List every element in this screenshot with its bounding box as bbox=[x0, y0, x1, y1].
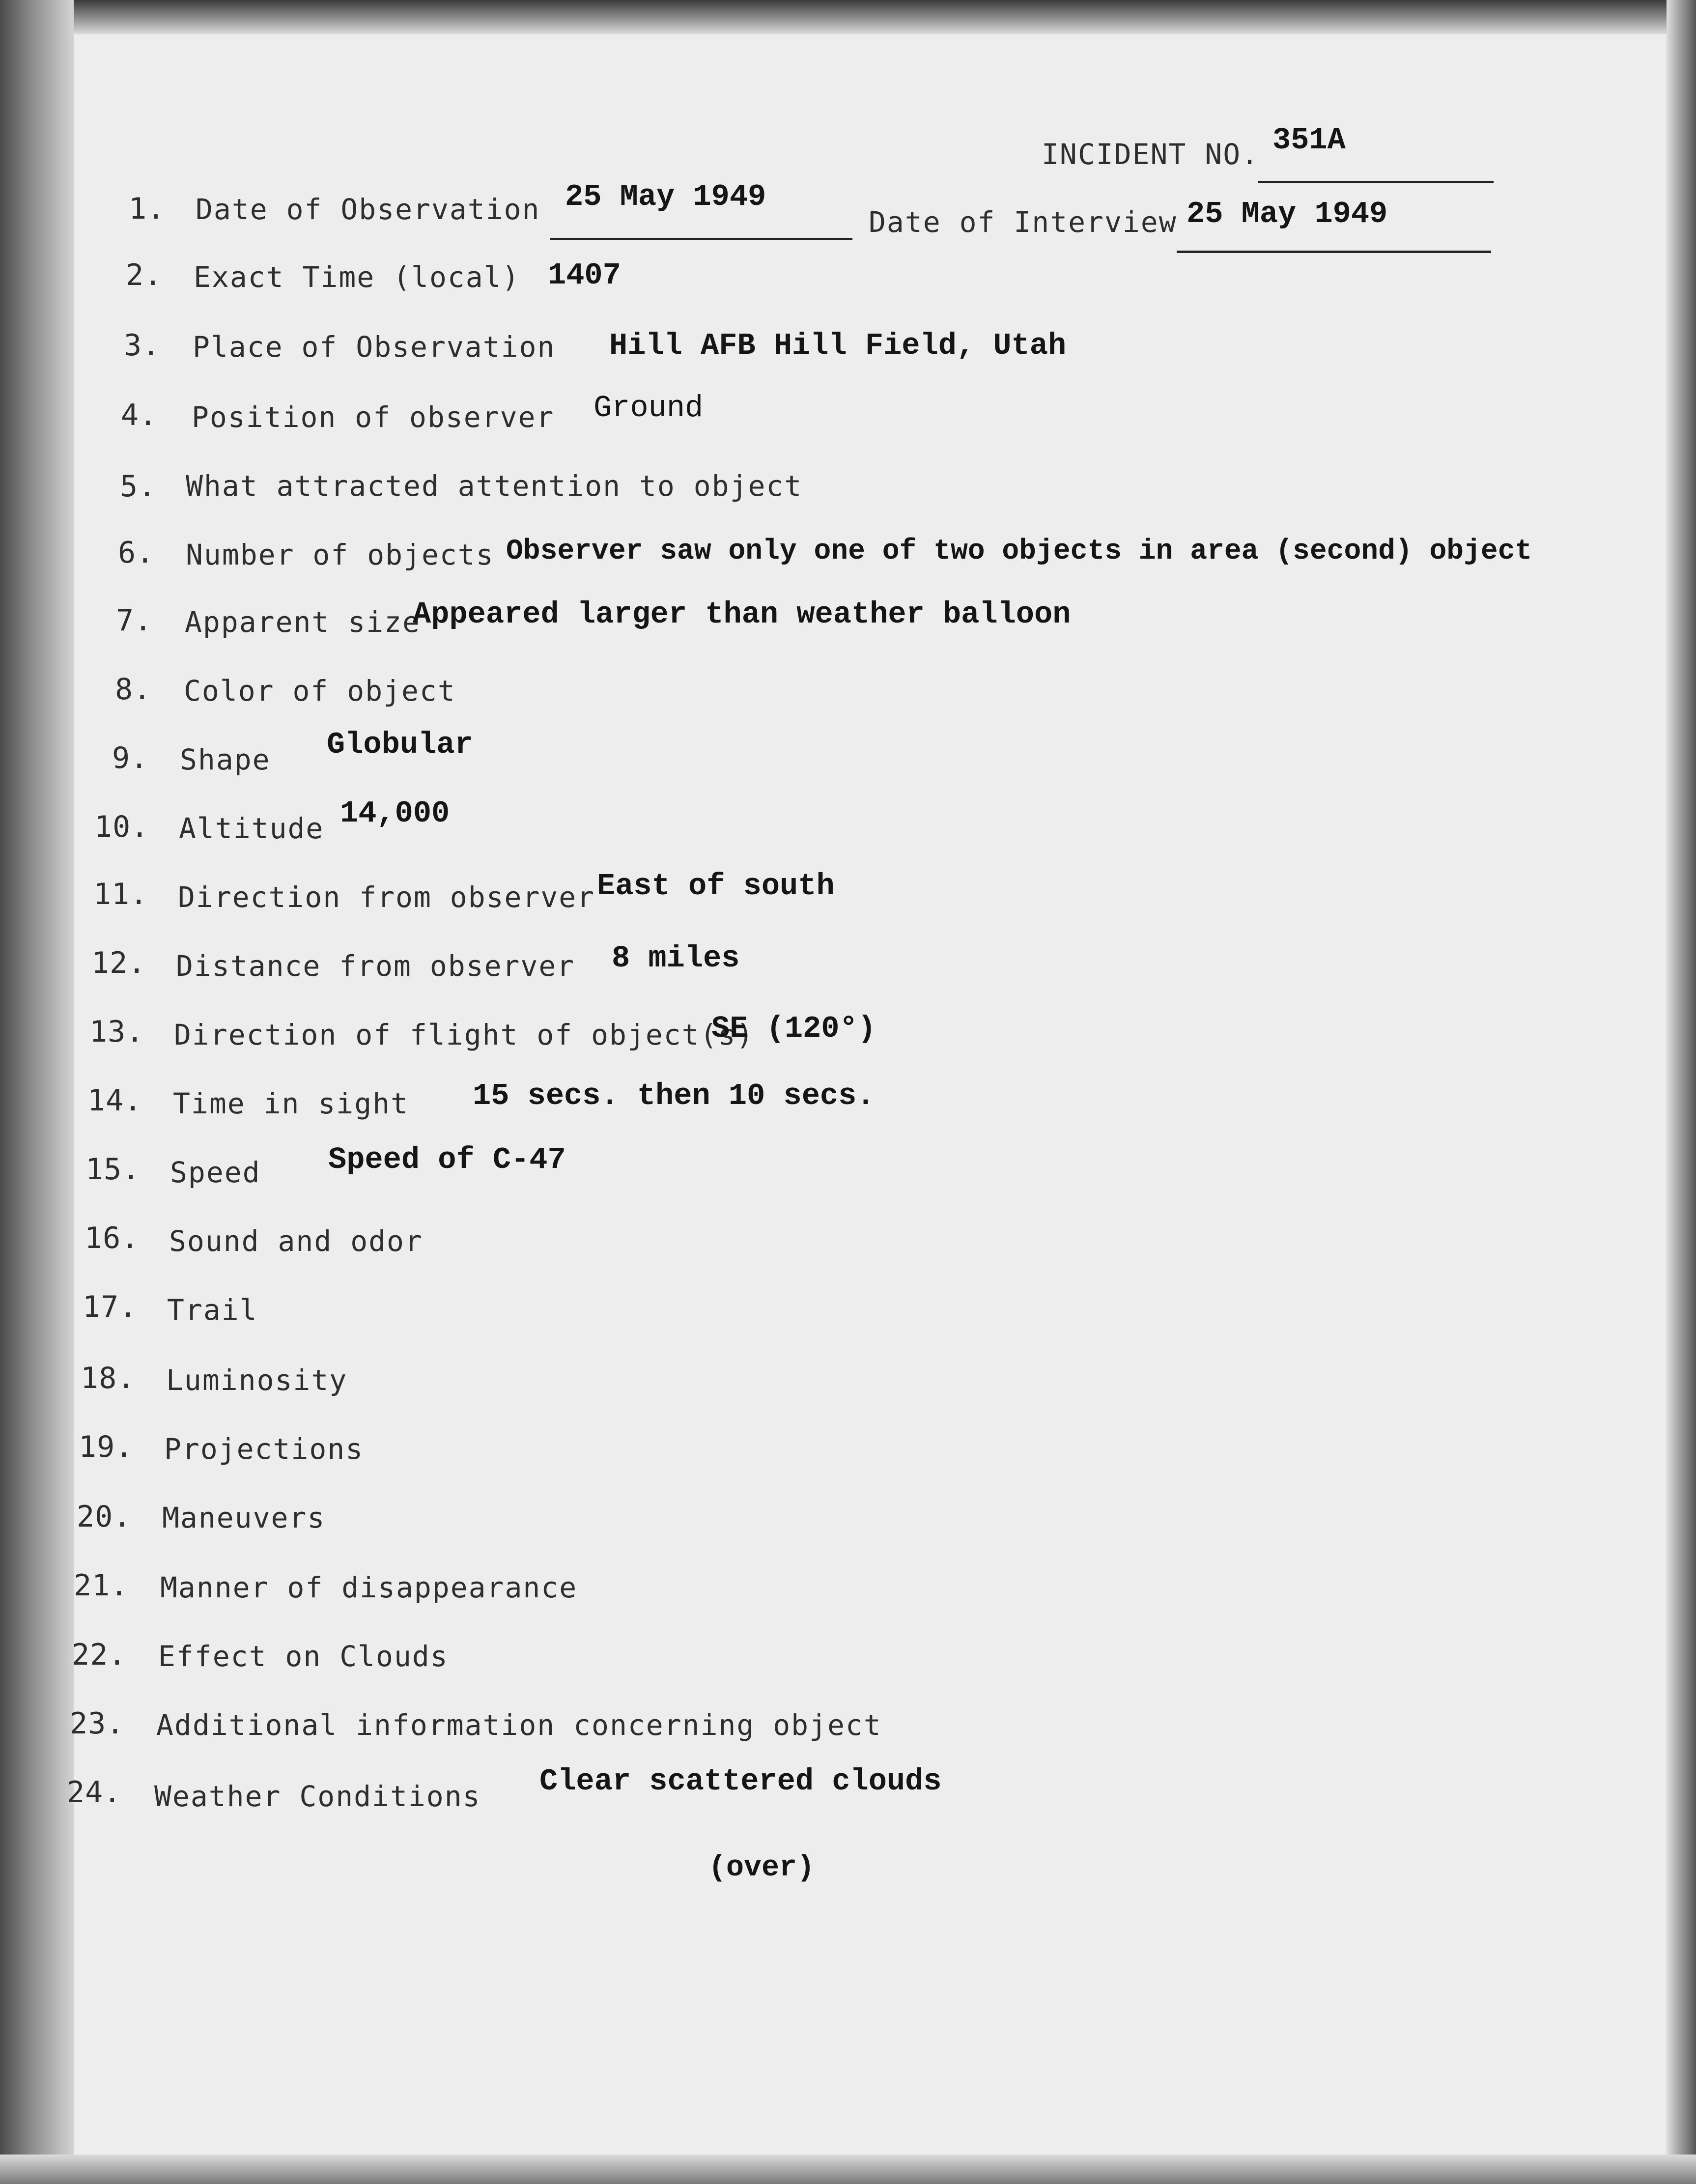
date-observation-label: Date of Observation bbox=[196, 193, 540, 226]
item-number-2: 2. bbox=[126, 258, 163, 292]
date-observation-value: 25 May 1949 bbox=[565, 179, 766, 214]
date-interview-underline bbox=[1177, 251, 1491, 253]
scan-edge-right bbox=[1667, 0, 1696, 2184]
item-number-3: 3. bbox=[124, 328, 161, 363]
item-label-19: Projections bbox=[164, 1432, 364, 1466]
item-label-21: Manner of disappearance bbox=[160, 1571, 578, 1604]
item-label-24: Weather Conditions bbox=[154, 1780, 481, 1813]
item-label-18: Luminosity bbox=[166, 1363, 348, 1397]
item-number-6: 6. bbox=[118, 536, 155, 570]
item-number-21: 21. bbox=[74, 1568, 129, 1603]
item-label-12: Distance from observer bbox=[176, 949, 575, 983]
item-number-23: 23. bbox=[70, 1706, 125, 1741]
item-number-18: 18. bbox=[81, 1361, 136, 1395]
item-number-5: 5. bbox=[120, 469, 157, 504]
item-value-7: Appeared larger than weather balloon bbox=[413, 597, 1071, 632]
item-number-14: 14. bbox=[87, 1083, 142, 1118]
item-value-10: 14,000 bbox=[340, 796, 450, 831]
item-value-11: East of south bbox=[597, 869, 835, 904]
item-label-14: Time in sight bbox=[173, 1087, 409, 1120]
item-label-15: Speed bbox=[170, 1156, 261, 1189]
item-number-4: 4. bbox=[121, 398, 158, 432]
item-number-12: 12. bbox=[91, 946, 146, 980]
scan-edge-bottom bbox=[0, 2155, 1696, 2184]
incident-number: 351A bbox=[1272, 123, 1346, 158]
item-label-7: Apparent size bbox=[185, 605, 421, 639]
item-label-5: What attracted attention to object bbox=[186, 469, 803, 503]
item-label-13: Direction of flight of object(s) bbox=[174, 1018, 755, 1051]
item-label-9: Shape bbox=[180, 743, 271, 776]
item-label-8: Color of object bbox=[184, 674, 456, 708]
incident-label: INCIDENT NO. bbox=[1042, 138, 1260, 171]
item-value-9: Globular bbox=[327, 727, 473, 762]
scan-edge-left bbox=[0, 0, 74, 2184]
item-number-13: 13. bbox=[89, 1015, 144, 1049]
item-number-15: 15. bbox=[85, 1152, 141, 1187]
item-number-1: 1. bbox=[129, 192, 166, 226]
item-label-10: Altitude bbox=[179, 812, 324, 845]
item-label-22: Effect on Clouds bbox=[158, 1640, 449, 1673]
item-number-8: 8. bbox=[115, 672, 152, 707]
date-interview-value: 25 May 1949 bbox=[1187, 197, 1388, 231]
item-value-6: Observer saw only one of two objects in area (second) object bbox=[506, 536, 1532, 567]
item-number-9: 9. bbox=[112, 741, 149, 775]
item-number-17: 17. bbox=[83, 1290, 138, 1324]
item-number-20: 20. bbox=[77, 1500, 132, 1534]
item-label-11: Direction from observer bbox=[178, 880, 595, 914]
scan-edge-top bbox=[0, 0, 1696, 34]
item-number-22: 22. bbox=[72, 1638, 127, 1672]
item-label-2: Exact Time (local) bbox=[194, 260, 520, 294]
item-value-13: SE (120°) bbox=[711, 1011, 876, 1046]
item-value-15: Speed of C-47 bbox=[328, 1142, 566, 1177]
date-interview-label: Date of Interview bbox=[869, 205, 1177, 239]
date-observation-underline bbox=[550, 238, 852, 240]
item-value-24: Clear scattered clouds bbox=[539, 1764, 942, 1799]
item-value-4: Ground bbox=[594, 391, 704, 425]
item-value-2: 1407 bbox=[548, 258, 621, 293]
item-value-3: Hill AFB Hill Field, Utah bbox=[609, 328, 1067, 363]
item-number-7: 7. bbox=[116, 603, 153, 638]
item-number-24: 24. bbox=[67, 1775, 122, 1810]
item-label-3: Place of Observation bbox=[193, 330, 556, 364]
item-value-12: 8 miles bbox=[612, 941, 740, 976]
item-label-20: Maneuvers bbox=[162, 1501, 326, 1534]
item-label-4: Position of observer bbox=[192, 400, 555, 434]
over-note: (over) bbox=[708, 1851, 815, 1885]
item-label-17: Trail bbox=[167, 1293, 258, 1327]
item-number-10: 10. bbox=[94, 810, 149, 844]
item-number-19: 19. bbox=[79, 1430, 134, 1464]
item-value-14: 15 secs. then 10 secs. bbox=[473, 1078, 875, 1113]
item-label-16: Sound and odor bbox=[169, 1224, 423, 1258]
incident-underline bbox=[1258, 181, 1494, 183]
item-number-11: 11. bbox=[93, 877, 148, 911]
item-label-6: Number of objects bbox=[186, 538, 494, 571]
item-label-23: Additional information concerning object bbox=[156, 1708, 882, 1742]
item-number-16: 16. bbox=[85, 1221, 140, 1255]
